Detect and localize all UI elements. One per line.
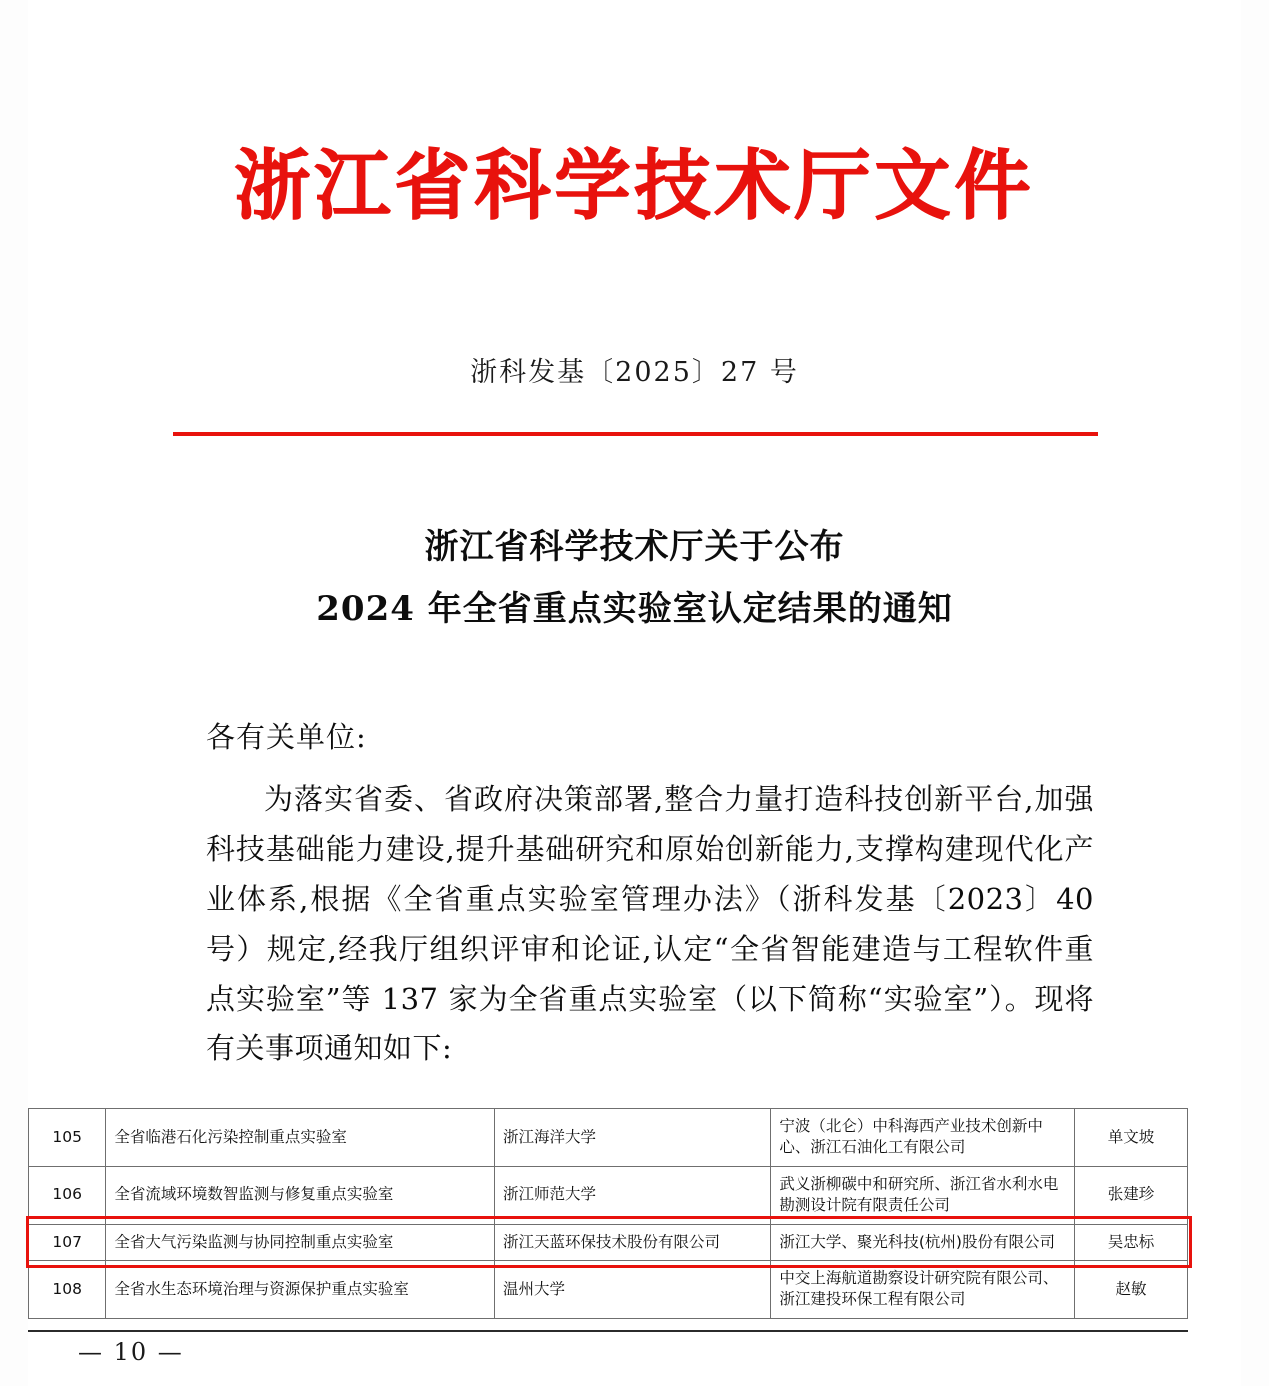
host-unit: 浙江海洋大学	[494, 1109, 770, 1167]
document-subject	[28, 520, 1241, 637]
cooperating-units: 宁波（北仑）中科海西产业技术创新中心、浙江石油化工有限公司	[771, 1109, 1075, 1167]
host-unit: 温州大学	[494, 1260, 770, 1318]
cooperating-units: 武义浙柳碳中和研究所、浙江省水利水电勘测设计院有限责任公司	[771, 1166, 1075, 1224]
host-unit: 浙江师范大学	[494, 1166, 770, 1224]
subject-line-2: 2024 年全省重点实验室认定结果的通知	[316, 589, 953, 630]
lab-name: 全省水生态环境治理与资源保护重点实验室	[106, 1260, 495, 1318]
subject-line-1: 浙江省科学技术厅关于公布	[424, 527, 845, 567]
table-body	[29, 1109, 1188, 1319]
host-unit: 浙江天蓝环保技术股份有限公司	[494, 1224, 770, 1260]
lab-name: 全省大气污染监测与协同控制重点实验室	[106, 1224, 495, 1260]
person-in-charge: 赵敏	[1075, 1260, 1188, 1318]
person-in-charge: 张建珍	[1075, 1166, 1188, 1224]
cooperating-units: 中交上海航道勘察设计研究院有限公司、浙江建投环保工程有限公司	[771, 1260, 1075, 1318]
document-title: 浙江省科学技术厅文件	[234, 141, 1035, 230]
person-in-charge: 吴忠标	[1075, 1224, 1188, 1260]
table-row	[29, 1109, 1188, 1167]
lab-name: 全省流域环境数智监测与修复重点实验室	[106, 1166, 495, 1224]
person-in-charge: 单文坡	[1075, 1109, 1188, 1167]
red-divider-rule	[173, 432, 1098, 436]
page-number: — 10 —	[78, 1338, 184, 1366]
footer-divider-rule	[28, 1330, 1188, 1332]
table-row-highlighted	[29, 1224, 1188, 1260]
row-number: 108	[29, 1260, 106, 1318]
salutation: 各有关单位:	[206, 720, 367, 754]
row-number: 105	[29, 1109, 106, 1167]
table-row	[29, 1260, 1188, 1318]
body-paragraph: 为落实省委、省政府决策部署,整合力量打造科技创新平台,加强科技基础能力建设,提升基础研究和原始创新能力,支撑构建现代化产业体系,根据《全省重点实验室管理办法》（浙科发基〔2023〕40 号）规定,经我厅组织评审和论证,认定“全省智能建造与工程软件重点实验室”等 137 家为全省重点实验室（以下简称“实验室”）。现将有关事项通知如下:	[206, 782, 1094, 1066]
row-number: 107	[29, 1224, 106, 1260]
document-number: 浙科发基〔2025〕27 号	[470, 357, 799, 388]
cooperating-units: 浙江大学、聚光科技(杭州)股份有限公司	[771, 1224, 1075, 1260]
lab-name: 全省临港石化污染控制重点实验室	[106, 1109, 495, 1167]
laboratory-table	[28, 1108, 1188, 1319]
table-row	[29, 1166, 1188, 1224]
row-number: 106	[29, 1166, 106, 1224]
